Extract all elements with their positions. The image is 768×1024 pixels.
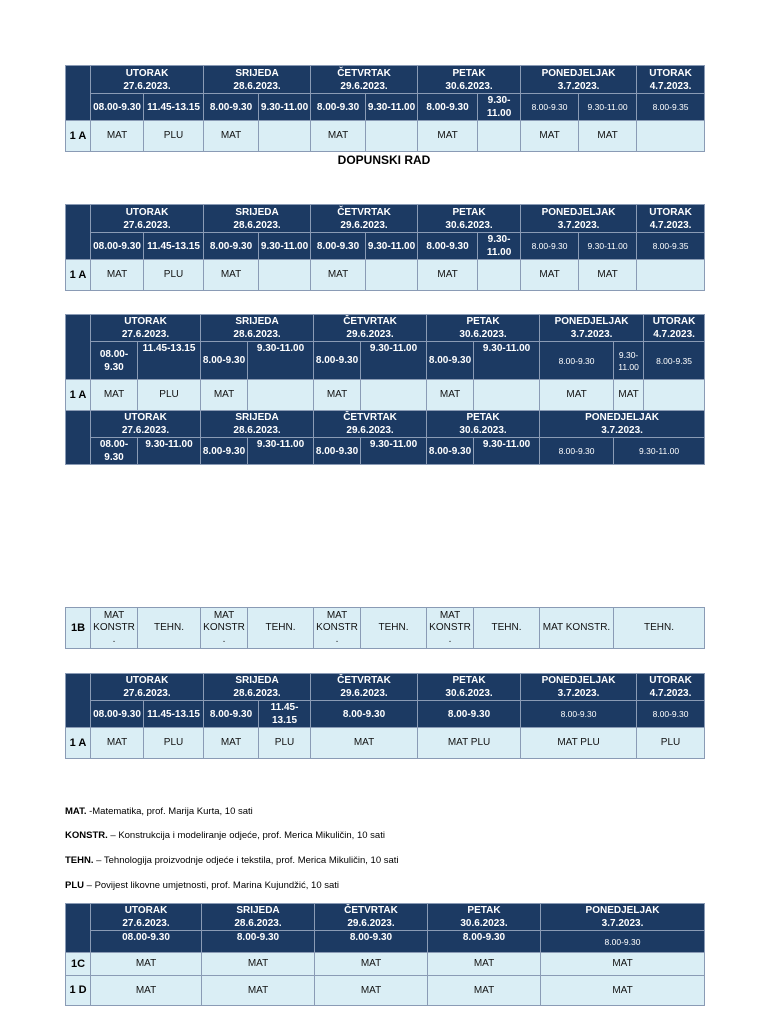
time-cell: 8.00-9.30 bbox=[637, 701, 705, 728]
time-cell: 11.45-13.15 bbox=[144, 94, 204, 121]
subject-cell: MAT PLU bbox=[521, 728, 637, 759]
class-label: 1 A bbox=[66, 121, 91, 152]
subject-cell: MAT bbox=[91, 121, 144, 152]
time-cell: 08.00-9.30 bbox=[91, 931, 202, 953]
schedule-table-1 bbox=[65, 65, 705, 152]
day-header: PONEDJELJAK 3.7.2023. bbox=[521, 674, 637, 701]
time-cell: 9.30-11.00 bbox=[361, 342, 427, 380]
time-cell: 8.00-9.30 bbox=[427, 342, 474, 380]
legend-item: PLU – Povijest likovne umjetnosti, prof. Marina Kujundžić, 10 sati bbox=[65, 880, 340, 891]
day-header: UTORAK 27.6.2023. bbox=[91, 674, 204, 701]
time-cell: 9.30-11.00 bbox=[259, 233, 311, 260]
day-header: PETAK 30.6.2023. bbox=[418, 205, 521, 233]
day-header: PONEDJELJAK 3.7.2023. bbox=[521, 66, 637, 94]
subject-cell: MAT PLU bbox=[418, 728, 521, 759]
time-cell: 9.30-11.00 bbox=[478, 233, 521, 260]
empty-cell bbox=[478, 121, 521, 152]
day-header: ČETVRTAK 29.6.2023. bbox=[314, 411, 427, 438]
subject-cell: MAT bbox=[579, 260, 637, 291]
time-cell: 08.00-9.30 bbox=[91, 233, 144, 260]
day-header: UTORAK 4.7.2023. bbox=[637, 66, 705, 94]
time-cell: 11.45-13.15 bbox=[144, 701, 204, 728]
empty-cell bbox=[644, 380, 705, 411]
subject-cell: MAT bbox=[579, 121, 637, 152]
corner-cell bbox=[66, 674, 91, 728]
subject-cell: TEHN. bbox=[361, 608, 427, 649]
empty-cell bbox=[259, 260, 311, 291]
empty-cell bbox=[637, 260, 705, 291]
time-cell: 8.00-9.30 bbox=[428, 931, 541, 953]
corner-cell bbox=[66, 411, 91, 465]
day-header: SRIJEDA 28.6.2023. bbox=[204, 674, 311, 701]
day-header: UTORAK 27.6.2023. bbox=[91, 411, 201, 438]
schedule-table-1c-1d bbox=[65, 903, 705, 1006]
subject-cell: TEHN. bbox=[248, 608, 314, 649]
day-header: UTORAK 27.6.2023. bbox=[91, 315, 201, 342]
class-label: 1C bbox=[66, 953, 91, 976]
day-header: ČETVRTAK 29.6.2023. bbox=[314, 315, 427, 342]
subject-cell: MAT bbox=[427, 380, 474, 411]
schedule-table-1b bbox=[65, 607, 705, 649]
subject-cell: MAT bbox=[541, 953, 705, 976]
time-cell: 9.30-11.00 bbox=[248, 342, 314, 380]
time-cell: 9.30-11.00 bbox=[579, 233, 637, 260]
day-header: SRIJEDA 28.6.2023. bbox=[201, 315, 314, 342]
schedule-table-5 bbox=[65, 673, 705, 759]
empty-cell bbox=[637, 121, 705, 152]
time-cell: 8.00-9.30 bbox=[311, 233, 366, 260]
day-header: ČETVRTAK 29.6.2023. bbox=[311, 205, 418, 233]
day-header: UTORAK 4.7.2023. bbox=[637, 674, 705, 701]
day-header: ČETVRTAK 29.6.2023. bbox=[315, 904, 428, 931]
subject-cell: MAT bbox=[418, 121, 478, 152]
empty-cell bbox=[248, 380, 314, 411]
time-cell: 8.00-9.30 bbox=[521, 701, 637, 728]
empty-cell bbox=[361, 380, 427, 411]
time-cell: 9.30-11.00 bbox=[366, 233, 418, 260]
day-header: SRIJEDA 28.6.2023. bbox=[204, 205, 311, 233]
schedule-table-2 bbox=[65, 204, 705, 291]
day-header: ČETVRTAK 29.6.2023. bbox=[311, 66, 418, 94]
subject-cell: MAT bbox=[91, 976, 202, 1006]
empty-cell bbox=[259, 121, 311, 152]
time-cell: 9.30-11.00 bbox=[138, 438, 201, 465]
empty-cell bbox=[474, 380, 540, 411]
day-header: PETAK 30.6.2023. bbox=[418, 66, 521, 94]
schedule-table-3 bbox=[65, 314, 705, 465]
subject-cell: MAT bbox=[91, 953, 202, 976]
time-cell: 8.00-9.30 bbox=[418, 701, 521, 728]
time-cell: 9.30-11.00 bbox=[248, 438, 314, 465]
time-cell: 9.30-11.00 bbox=[579, 94, 637, 121]
time-cell: 8.00-9.30 bbox=[204, 701, 259, 728]
time-cell: 9.30-11.00 bbox=[474, 438, 540, 465]
time-cell: 8.00-9.30 bbox=[315, 931, 428, 953]
subject-cell: PLU bbox=[637, 728, 705, 759]
day-header: ČETVRTAK 29.6.2023. bbox=[311, 674, 418, 701]
time-cell: 8.00-9.30 bbox=[418, 233, 478, 260]
subject-cell: MAT bbox=[614, 380, 644, 411]
class-label: 1 A bbox=[66, 728, 91, 759]
subject-cell: MAT KONSTR. bbox=[540, 608, 614, 649]
time-cell: 8.00-9.30 bbox=[427, 438, 474, 465]
day-header: SRIJEDA 28.6.2023. bbox=[201, 411, 314, 438]
day-header: UTORAK 4.7.2023. bbox=[644, 315, 705, 342]
class-label: 1 D bbox=[66, 976, 91, 1006]
day-header: PONEDJELJAK 3.7.2023. bbox=[540, 315, 644, 342]
time-cell: 9.30-11.00 bbox=[474, 342, 540, 380]
day-header: PETAK 30.6.2023. bbox=[427, 411, 540, 438]
time-cell: 8.00-9.30 bbox=[201, 438, 248, 465]
time-cell: 8.00-9.30 bbox=[540, 342, 614, 380]
time-cell: 8.00-9.30 bbox=[521, 233, 579, 260]
time-cell: 8.00-9.30 bbox=[202, 931, 315, 953]
time-cell: 8.00-9.30 bbox=[201, 342, 248, 380]
subject-cell: MAT bbox=[315, 976, 428, 1006]
time-cell: 08.00-9.30 bbox=[91, 94, 144, 121]
day-header: UTORAK 4.7.2023. bbox=[637, 205, 705, 233]
subject-cell: MAT bbox=[91, 728, 144, 759]
time-cell: 8.00-9.30 bbox=[311, 701, 418, 728]
subject-cell: MAT bbox=[314, 380, 361, 411]
time-cell: 08.00-9.30 bbox=[91, 342, 138, 380]
time-cell: 8.00-9.30 bbox=[418, 94, 478, 121]
class-label: 1 A bbox=[66, 380, 91, 411]
subject-cell: MAT bbox=[91, 260, 144, 291]
class-label: 1 A bbox=[66, 260, 91, 291]
time-cell: 8.00-9.30 bbox=[311, 94, 366, 121]
legend-item: TEHN. – Tehnologija proizvodnje odjeće i tekstila, prof. Merica Mikuličin, 10 sati bbox=[65, 855, 399, 866]
subject-cell: MAT bbox=[541, 976, 705, 1006]
day-header: PONEDJELJAK 3.7.2023. bbox=[521, 205, 637, 233]
time-cell: 8.00-9.30 bbox=[521, 94, 579, 121]
time-cell: 08.00-9.30 bbox=[91, 438, 138, 465]
subject-cell: MAT bbox=[201, 380, 248, 411]
day-header: PONEDJELJAK 3.7.2023. bbox=[540, 411, 705, 438]
time-cell: 9.30-11.00 bbox=[366, 94, 418, 121]
subject-cell: MAT bbox=[521, 260, 579, 291]
time-cell: 8.00-9.30 bbox=[541, 931, 705, 953]
subject-cell: PLU bbox=[144, 260, 204, 291]
time-cell: 8.00-9.30 bbox=[204, 94, 259, 121]
time-cell: 9.30-11.00 bbox=[259, 94, 311, 121]
subject-cell: MAT bbox=[311, 260, 366, 291]
corner-cell bbox=[66, 315, 91, 380]
time-cell: 8.00-9.35 bbox=[637, 94, 705, 121]
subject-cell: MAT bbox=[521, 121, 579, 152]
subject-cell: PLU bbox=[144, 121, 204, 152]
day-header: PETAK 30.6.2023. bbox=[427, 315, 540, 342]
time-cell: 8.00-9.30 bbox=[314, 342, 361, 380]
subject-cell: PLU bbox=[259, 728, 311, 759]
subject-cell: TEHN. bbox=[138, 608, 201, 649]
day-header: UTORAK 27.6.2023. bbox=[91, 205, 204, 233]
subject-cell: MAT bbox=[311, 121, 366, 152]
time-cell: 11.45-13.15 bbox=[144, 233, 204, 260]
legend-item: KONSTR. – Konstrukcija i modeliranje odjeće, prof. Merica Mikuličin, 10 sati bbox=[65, 830, 385, 841]
subject-cell: MAT bbox=[204, 121, 259, 152]
subject-cell: MAT KONSTR . bbox=[427, 608, 474, 649]
time-cell: 11.45-13.15 bbox=[259, 701, 311, 728]
subject-cell: MAT bbox=[202, 953, 315, 976]
time-cell: 08.00-9.30 bbox=[91, 701, 144, 728]
time-cell: 9.30-11.00 bbox=[614, 342, 644, 380]
time-cell: 8.00-9.30 bbox=[204, 233, 259, 260]
subject-cell: MAT KONSTR . bbox=[91, 608, 138, 649]
day-header: PONEDJELJAK 3.7.2023. bbox=[541, 904, 705, 931]
subject-cell: PLU bbox=[144, 728, 204, 759]
subject-cell: MAT bbox=[540, 380, 614, 411]
subject-cell: MAT bbox=[418, 260, 478, 291]
time-cell: 8.00-9.30 bbox=[314, 438, 361, 465]
subject-cell: MAT KONSTR . bbox=[314, 608, 361, 649]
time-cell: 9.30-11.00 bbox=[478, 94, 521, 121]
empty-cell bbox=[366, 121, 418, 152]
subject-cell: MAT bbox=[204, 728, 259, 759]
subject-cell: MAT bbox=[428, 953, 541, 976]
subject-cell: PLU bbox=[138, 380, 201, 411]
day-header: SRIJEDA 28.6.2023. bbox=[204, 66, 311, 94]
subject-cell: MAT bbox=[428, 976, 541, 1006]
time-cell: 8.00-9.30 bbox=[540, 438, 614, 465]
subject-cell: TEHN. bbox=[614, 608, 705, 649]
corner-cell bbox=[66, 66, 91, 121]
subject-cell: MAT bbox=[311, 728, 418, 759]
page-title: DOPUNSKI RAD bbox=[337, 153, 431, 167]
legend-item: MAT. -Matematika, prof. Marija Kurta, 10 sati bbox=[65, 806, 253, 817]
day-header: UTORAK 27.6.2023. bbox=[91, 904, 202, 931]
day-header: UTORAK 27.6.2023. bbox=[91, 66, 204, 94]
corner-cell bbox=[66, 904, 91, 953]
time-cell: 8.00-9.35 bbox=[637, 233, 705, 260]
subject-cell: TEHN. bbox=[474, 608, 540, 649]
subject-cell: MAT bbox=[91, 380, 138, 411]
day-header: SRIJEDA 28.6.2023. bbox=[202, 904, 315, 931]
subject-cell: MAT KONSTR . bbox=[201, 608, 248, 649]
time-cell: 11.45-13.15 bbox=[138, 342, 201, 380]
time-cell: 8.00-9.35 bbox=[644, 342, 705, 380]
subject-cell: MAT bbox=[202, 976, 315, 1006]
empty-cell bbox=[478, 260, 521, 291]
corner-cell bbox=[66, 205, 91, 260]
empty-cell bbox=[366, 260, 418, 291]
subject-cell: MAT bbox=[204, 260, 259, 291]
subject-cell: MAT bbox=[315, 953, 428, 976]
class-label: 1B bbox=[66, 608, 91, 649]
time-cell: 9.30-11.00 bbox=[361, 438, 427, 465]
day-header: PETAK 30.6.2023. bbox=[428, 904, 541, 931]
time-cell: 9.30-11.00 bbox=[614, 438, 705, 465]
day-header: PETAK 30.6.2023. bbox=[418, 674, 521, 701]
